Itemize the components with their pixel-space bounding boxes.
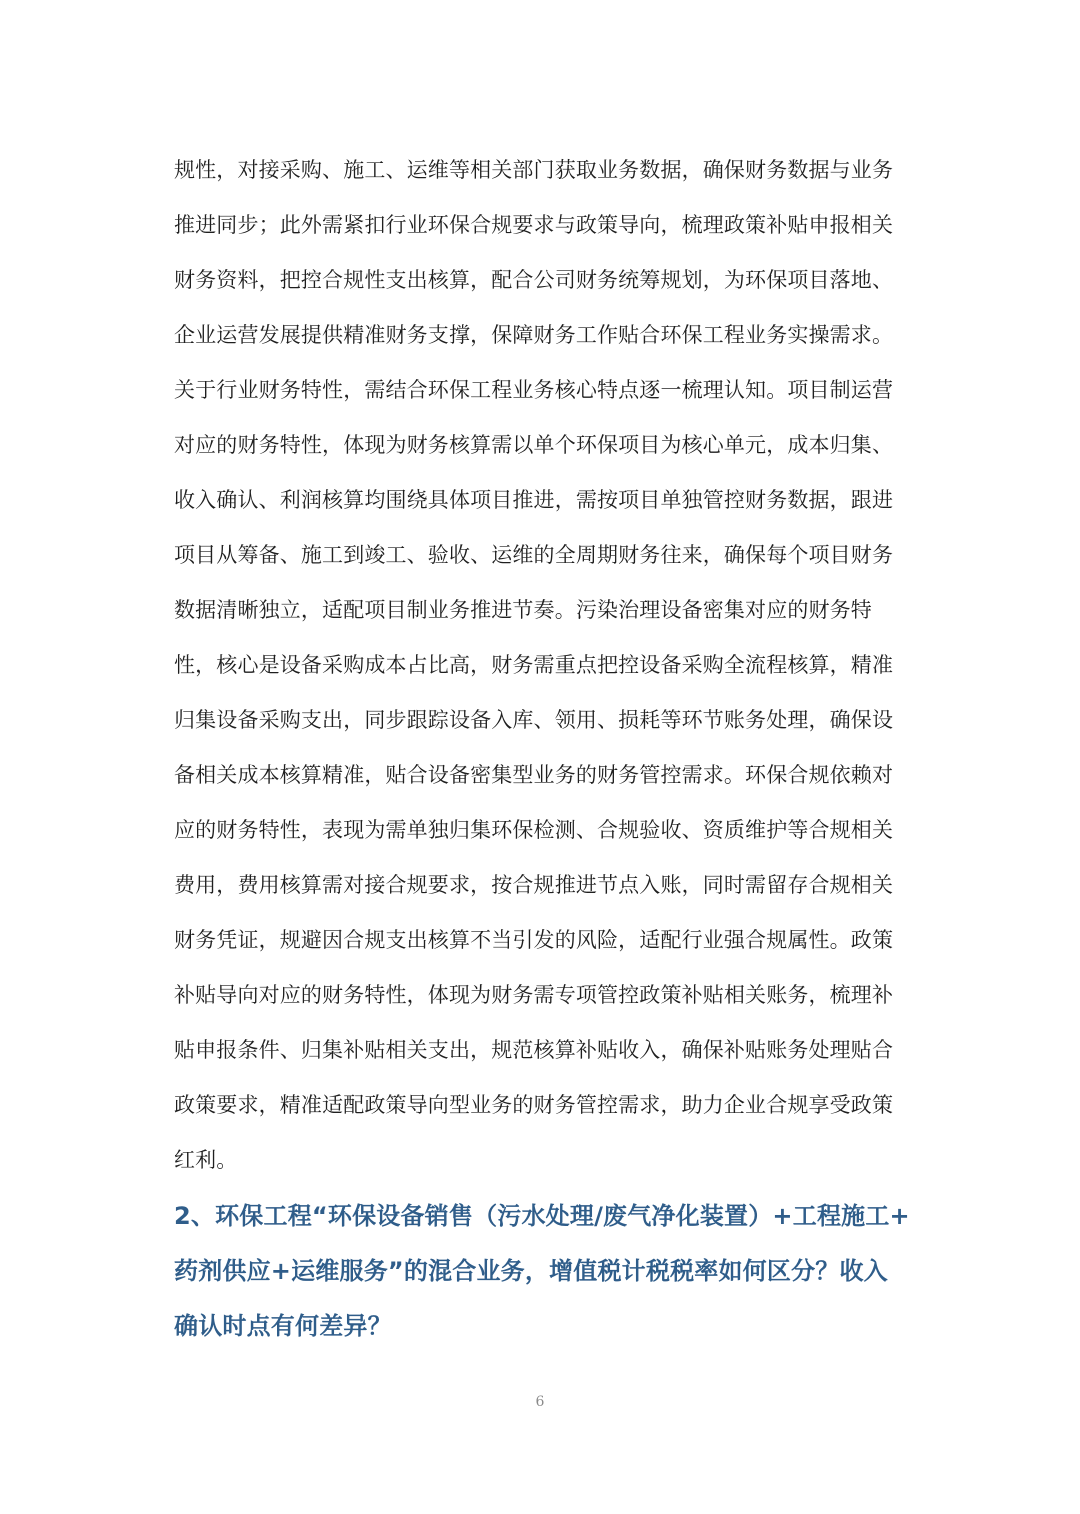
text-line: 推进同步；此外需紧扣行业环保合规要求与政策导向，梳理政策补贴申报相关 xyxy=(174,213,894,237)
text-line: 项目从筹备、施工到竣工、验收、运维的全周期财务往来，确保每个项目财务 xyxy=(174,543,894,567)
body-paragraph xyxy=(174,143,894,1188)
text-line: 应的财务特性，表现为需单独归集环保检测、合规验收、资质维护等合规相关 xyxy=(174,818,894,842)
page-number: 6 xyxy=(535,1394,545,1410)
heading-line: 2、环保工程“环保设备销售（污水处理/废气净化装置）+工程施工+ xyxy=(174,1202,910,1230)
text-line: 归集设备采购支出，同步跟踪设备入库、领用、损耗等环节账务处理，确保设 xyxy=(174,708,894,732)
text-line: 政策要求，精准适配政策导向型业务的财务管控需求，助力企业合规享受政策 xyxy=(174,1093,894,1117)
heading-line: 药剂供应+运维服务”的混合业务，增值税计税税率如何区分？收入 xyxy=(174,1257,888,1285)
text-line: 性，核心是设备采购成本占比高，财务需重点把控设备采购全流程核算，精准 xyxy=(174,653,894,677)
text-line: 企业运营发展提供精准财务支撑，保障财务工作贴合环保工程业务实操需求。 xyxy=(174,323,894,347)
text-line: 关于行业财务特性，需结合环保工程业务核心特点逐一梳理认知。项目制运营 xyxy=(174,378,894,402)
text-line: 规性，对接采购、施工、运维等相关部门获取业务数据，确保财务数据与业务 xyxy=(174,158,894,182)
text-line: 数据清晰独立，适配项目制业务推进节奏。污染治理设备密集对应的财务特 xyxy=(174,598,872,622)
text-line: 备相关成本核算精准，贴合设备密集型业务的财务管控需求。环保合规依赖对 xyxy=(174,763,894,787)
text-line: 费用，费用核算需对接合规要求，按合规推进节点入账，同时需留存合规相关 xyxy=(174,873,894,897)
section-heading xyxy=(174,1189,910,1354)
heading-line: 确认时点有何差异？ xyxy=(174,1312,392,1340)
text-line: 对应的财务特性，体现为财务核算需以单个环保项目为核心单元，成本归集、 xyxy=(174,433,894,457)
text-line: 补贴导向对应的财务特性，体现为财务需专项管控政策补贴相关账务，梳理补 xyxy=(174,983,894,1007)
text-line: 财务凭证，规避因合规支出核算不当引发的风险，适配行业强合规属性。政策 xyxy=(174,928,894,952)
text-line: 红利。 xyxy=(174,1148,238,1172)
text-line: 收入确认、利润核算均围绕具体项目推进，需按项目单独管控财务数据，跟进 xyxy=(174,488,894,512)
text-line: 贴申报条件、归集补贴相关支出，规范核算补贴收入，确保补贴账务处理贴合 xyxy=(174,1038,894,1062)
text-line: 财务资料，把控合规性支出核算，配合公司财务统筹规划，为环保项目落地、 xyxy=(174,268,894,292)
